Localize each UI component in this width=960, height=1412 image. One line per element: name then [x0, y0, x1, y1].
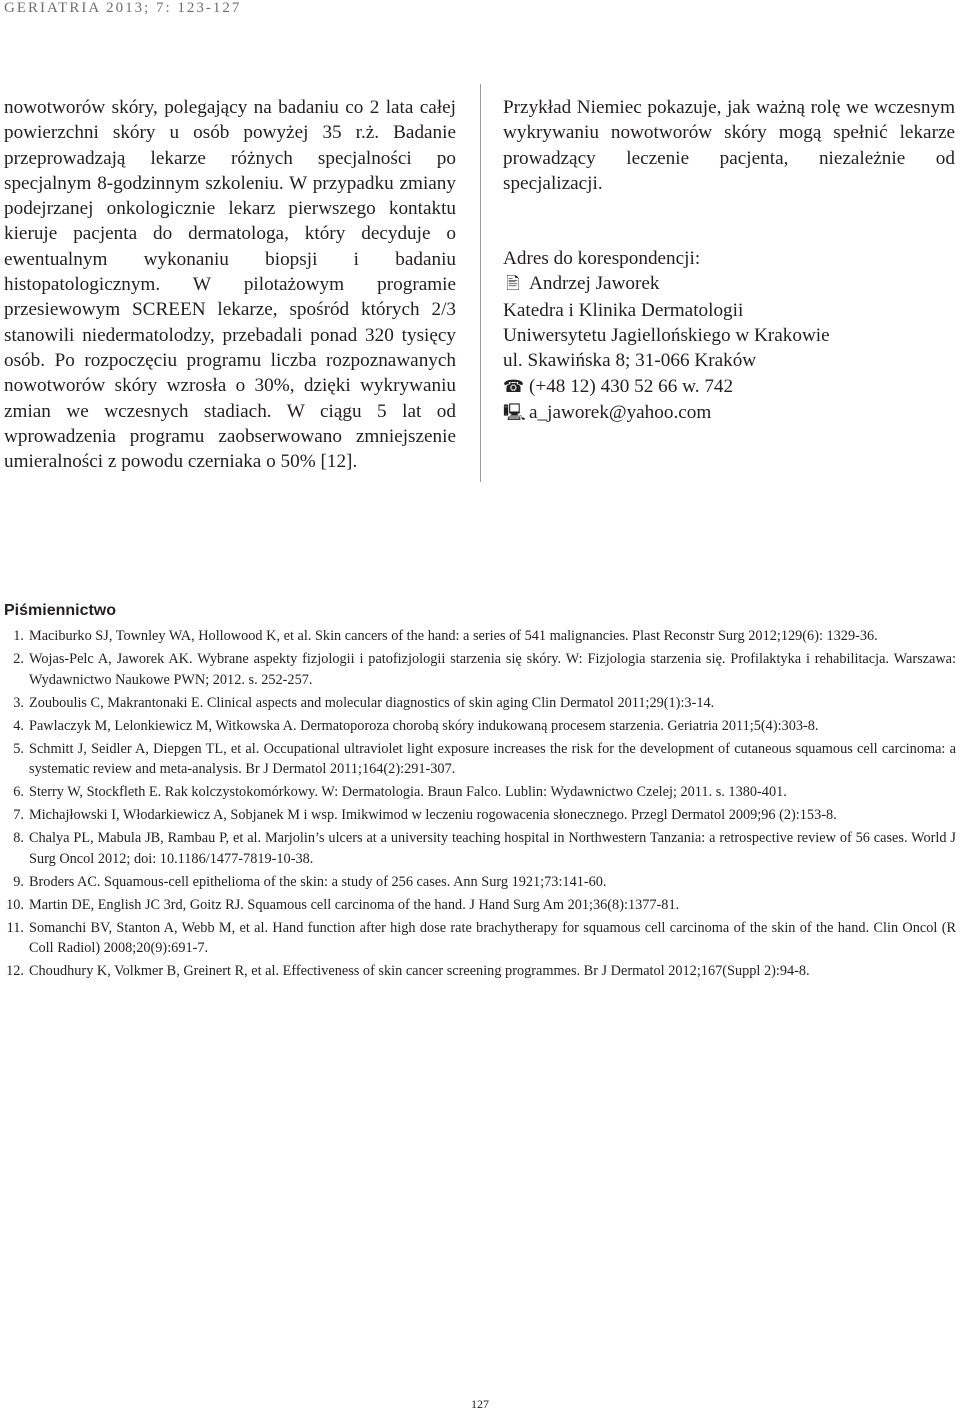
author-name: Andrzej Jaworek [529, 273, 660, 295]
reference-number: 10. [6, 896, 24, 913]
reference-item [0, 961, 956, 982]
reference-item [0, 716, 956, 737]
reference-number: 7. [13, 807, 24, 823]
reference-item [0, 626, 956, 647]
email-line [503, 400, 955, 426]
reference-number: 8. [13, 830, 24, 846]
reference-text: Somanchi BV, Stanton A, Webb M, et al. Hand function after high dose rate brachytherapy for squamous cell carcinoma of the skin of the hand. Clin Oncol (R Coll Radiol) 2008;20(9):691-7. [29, 919, 956, 956]
reference-text: Zouboulis C, Makrantonaki E. Clinical aspects and molecular diagnostics of skin aging Clin Dermatol 2011;29(1):3-14. [29, 694, 715, 711]
reference-item [0, 828, 956, 869]
reference-text: Broders AC. Squamous-cell epithelioma of the skin: a study of 256 cases. Ann Surg 1921;73:141-60. [29, 873, 607, 890]
references-title: Piśmiennictwo [4, 602, 117, 619]
reference-text: Schmitt J, Seidler A, Diepgen TL, et al. Occupational ultraviolet light exposure increases the risk for the development of cutaneous squamous cell carcinoma: a systematic review and meta-analysis. Br J Dermatol 2011;164(2):291-307. [29, 740, 956, 777]
street-address: ul. Skawińska 8; 31-066 Kraków [503, 350, 757, 372]
reference-item [0, 895, 956, 916]
reference-item [0, 739, 956, 780]
page-number: 127 [471, 1397, 489, 1411]
university: Uniwersytetu Jagiellońskiego w Krakowie [503, 325, 830, 347]
journal-header: GERIATRIA 2013; 7: 123-127 [4, 0, 242, 16]
reference-text: Pawlaczyk M, Lelonkiewicz M, Witkowska A. Dermatoporoza chorobą skóry indukowaną procesem starzenia. Geriatria 2011;5(4):303-8. [29, 717, 819, 734]
phone-icon: ☎ [503, 376, 525, 397]
reference-text: Wojas-Pelc A, Jaworek AK. Wybrane aspekty fizjologii i patofizjologii starzenia się skóry. W: Fizjologia starzenia się. Profilaktyka i rehabilitacja. Warszawa: Wydawnictwo Naukowe PWN; 2012. s. 252-257. [29, 651, 956, 688]
reference-number: 9. [13, 873, 24, 890]
reference-item [0, 805, 956, 826]
column-divider [480, 84, 481, 482]
reference-text: Sterry W, Stockfleth E. Rak kolczystokomórkowy. W: Dermatologia. Braun Falco. Lublin: Wydawnictwo Czelej; 2011. s. 1380-401. [29, 784, 787, 800]
reference-text: Maciburko SJ, Townley WA, Hollowood K, et al. Skin cancers of the hand: a series of 541 malignancies. Plast Reconstr Surg 2012;129(6): 1329-36. [29, 628, 878, 644]
phone-line [503, 374, 955, 400]
right-column [503, 95, 955, 426]
reference-item [0, 782, 956, 803]
reference-item [0, 649, 956, 690]
computer-icon: 🖳 [503, 402, 526, 423]
reference-number: 11. [6, 919, 24, 936]
reference-number: 3. [13, 694, 24, 711]
reference-item [0, 693, 956, 714]
department: Katedra i Klinika Dermatologii [503, 299, 744, 321]
letter-icon: 🖹 [506, 274, 520, 295]
reference-number: 2. [13, 651, 24, 667]
correspondence-block [503, 246, 955, 426]
reference-text: Chalya PL, Mabula JB, Rambau P, et al. Marjolin’s ulcers at a university teaching hospital in Northwestern Tanzania: a retrospective review of 56 cases. World J Surg Oncol 2012; doi: 10.1186/1477-7819-10-38. [29, 830, 956, 867]
reference-item [0, 918, 956, 959]
body-paragraph: nowotworów skóry, polegający na badaniu co 2 lata całej powierzchni skóry u osób powyżej 35 r.ż. Badanie przeprowadzają lekarze różnych specjalności po specjalnym 8-godzinnym szkoleniu. W przypadku zmiany podejrzanej onkologicznie lekarz pierwszego kontaktu kieruje pacjenta do dermatologa, który decyduje o ewentualnym wykonaniu biopsji i badaniu histopatologicznym. W pilotażowym programie przesiewowym SCREEN lekarze, spośród których 2/3 stanowili niedermatolodzy, przebadali ponad 320 tysięcy osób. Po rozpoczęciu programu liczba rozpoznawanych nowotworów skóry wzrosła o 30%, dzięki wykrywaniu zmian we wczesnych stadiach. W ciągu 5 lat od wprowadzenia programu zaobserwowano zmniejszenie umieralności z powodu czerniaka o 50% [12]. [4, 97, 456, 473]
reference-number: 5. [13, 740, 24, 757]
reference-text: Choudhury K, Volkmer B, Greinert R, et al. Effectiveness of skin cancer screening programmes. Br J Dermatol 2012;167(Suppl 2):94-8. [29, 963, 810, 979]
reference-number: 1. [13, 628, 24, 644]
phone-number: (+48 12) 430 52 66 w. 742 [529, 375, 734, 397]
reference-text: Martin DE, English JC 3rd, Goitz RJ. Squamous cell carcinoma of the hand. J Hand Surg Am 201;36(8):1377-81. [29, 896, 680, 913]
email-address[interactable]: a_jaworek@yahoo.com [529, 401, 712, 423]
reference-number: 12. [6, 963, 24, 979]
reference-number: 6. [13, 784, 24, 800]
reference-text: Michajłowski I, Włodarkiewicz A, Sobjanek M i wsp. Imikwimod w leczeniu rogowacenia słonecznego. Przegl Dermatol 2009;96 (2):153-8. [29, 807, 837, 823]
author-line [503, 271, 955, 297]
references-list [0, 626, 956, 984]
correspondence-label: Adres do korespondencji: [503, 248, 701, 270]
left-column [4, 95, 456, 474]
reference-number: 4. [13, 717, 24, 734]
reference-item [0, 872, 956, 893]
body-paragraph-conclusion: Przykład Niemiec pokazuje, jak ważną rolę we wczesnym wykrywaniu nowotworów skóry mogą spełnić lekarze prowadzący leczenie pacjenta, niezależnie od specjalizacji. [503, 97, 955, 194]
